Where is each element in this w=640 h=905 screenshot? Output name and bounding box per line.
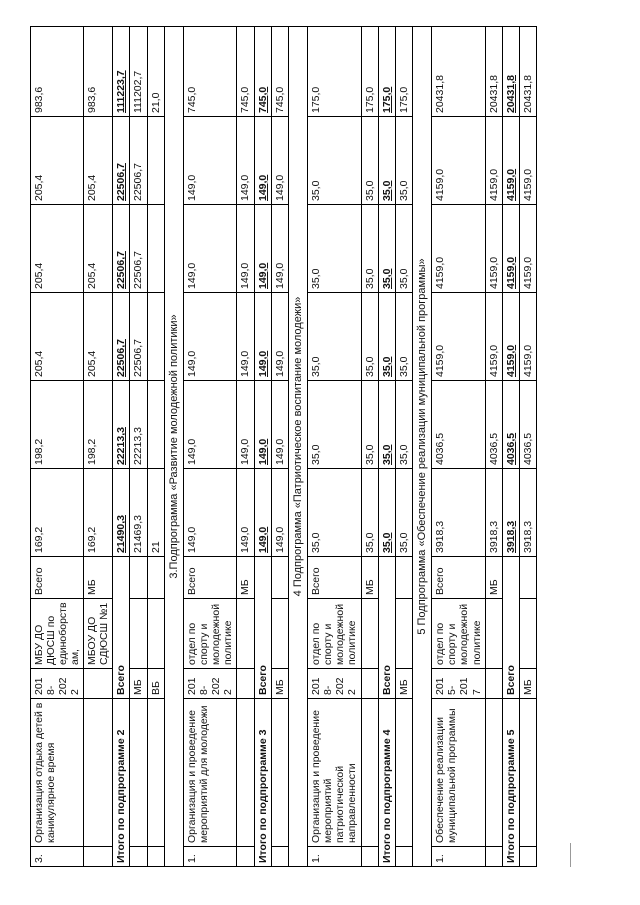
value-cell: 149,0	[184, 117, 237, 205]
value-cell: 35,0	[308, 469, 361, 557]
value-cell: 205,4	[84, 117, 113, 205]
table-row	[395, 27, 412, 867]
executor	[130, 599, 147, 669]
row-number: 1.	[432, 847, 485, 867]
executor: МБОУ ДО СДЮСШ №1	[84, 599, 113, 669]
period: МБ	[130, 669, 147, 699]
value-cell: 198,2	[84, 381, 113, 469]
executor: отдел по спорту и молодежной политике	[432, 599, 485, 669]
value-cell: 4159,0	[485, 293, 502, 381]
subprogram-title: 4 Подпрограмма «Патриотическое воспитание молодежи»	[288, 27, 308, 867]
period: 2018-2022	[308, 669, 361, 699]
value-cell: 22506,7	[130, 293, 147, 381]
value-cell: 149,0	[237, 117, 254, 205]
value-cell: 4159,0	[485, 117, 502, 205]
measure-name	[485, 699, 502, 847]
value-cell: 4159,0	[502, 205, 519, 293]
table-row	[432, 27, 485, 867]
row-number	[485, 847, 502, 867]
value-cell: 149,0	[184, 381, 237, 469]
value-cell: 745,0	[254, 27, 271, 117]
subtotal-row	[113, 27, 130, 867]
row-number: 3.	[31, 847, 84, 867]
measure-name	[147, 699, 164, 847]
value-cell	[147, 293, 164, 381]
funding-source	[147, 557, 164, 599]
value-cell: 149,0	[254, 381, 271, 469]
row-number	[519, 847, 536, 867]
value-cell: 205,4	[31, 293, 84, 381]
value-cell	[147, 205, 164, 293]
subprogram-title: 5 Подпрограмма «Обеспечение реализации муниципальной программы»	[412, 27, 432, 867]
value-cell: 35,0	[308, 205, 361, 293]
value-cell: 35,0	[378, 205, 395, 293]
funding-source: МБ	[84, 557, 113, 599]
value-cell: 149,0	[271, 381, 288, 469]
value-cell: 22506,7	[130, 205, 147, 293]
table-row	[271, 27, 288, 867]
table-row	[485, 27, 502, 867]
value-cell: 35,0	[361, 293, 378, 381]
value-cell: 175,0	[378, 27, 395, 117]
executor: МБУ ДО ДЮСШ по единоборствам,	[31, 599, 84, 669]
subtotal-label: Итого по подпрограмме 5	[502, 699, 519, 867]
value-cell: 149,0	[237, 205, 254, 293]
period	[361, 669, 378, 699]
value-cell: 35,0	[395, 381, 412, 469]
value-cell: 745,0	[271, 27, 288, 117]
value-cell: 149,0	[254, 293, 271, 381]
subtotal-label: Итого по подпрограмме 3	[254, 699, 271, 867]
value-cell: 149,0	[184, 469, 237, 557]
value-cell: 4159,0	[432, 117, 485, 205]
table-row	[130, 27, 147, 867]
row-number	[271, 847, 288, 867]
funding-source: Всего	[432, 557, 485, 599]
period: МБ	[519, 669, 536, 699]
measure-name	[395, 699, 412, 847]
value-cell: 175,0	[395, 27, 412, 117]
funding-source	[271, 557, 288, 599]
value-cell: 3918,3	[519, 469, 536, 557]
value-cell: 149,0	[271, 469, 288, 557]
value-cell: 111223,7	[113, 27, 130, 117]
value-cell: 149,0	[254, 469, 271, 557]
value-cell: 21490,3	[113, 469, 130, 557]
measure-name	[519, 699, 536, 847]
executor	[237, 599, 254, 669]
value-cell: 149,0	[237, 381, 254, 469]
value-cell: 20431,8	[432, 27, 485, 117]
row-number: 1.	[308, 847, 361, 867]
value-cell: 21,0	[147, 27, 164, 117]
value-cell: 149,0	[271, 117, 288, 205]
value-cell: 745,0	[237, 27, 254, 117]
measure-name	[271, 699, 288, 847]
value-cell: 4036,5	[502, 381, 519, 469]
row-number	[237, 847, 254, 867]
funding-source: Всего	[378, 557, 395, 699]
value-cell: 35,0	[395, 205, 412, 293]
row-number	[361, 847, 378, 867]
table-row	[519, 27, 536, 867]
value-cell	[147, 381, 164, 469]
funding-source: Всего	[308, 557, 361, 599]
executor	[271, 599, 288, 669]
value-cell	[147, 117, 164, 205]
table-row	[308, 27, 361, 867]
table-row	[237, 27, 254, 867]
row-number	[84, 847, 113, 867]
period: 2018-2022	[31, 669, 84, 699]
value-cell: 205,4	[84, 205, 113, 293]
value-cell: 35,0	[308, 117, 361, 205]
value-cell: 35,0	[361, 205, 378, 293]
value-cell: 149,0	[271, 205, 288, 293]
value-cell: 4159,0	[432, 293, 485, 381]
value-cell: 4036,5	[432, 381, 485, 469]
subtotal-label: Итого по подпрограмме 2	[113, 699, 130, 867]
period: 2015-2017	[432, 669, 485, 699]
value-cell: 149,0	[254, 117, 271, 205]
value-cell: 3918,3	[432, 469, 485, 557]
value-cell: 149,0	[254, 205, 271, 293]
value-cell: 4159,0	[519, 293, 536, 381]
measure-name: Организация отдыха детей в каникулярное время	[31, 699, 84, 847]
value-cell: 169,2	[31, 469, 84, 557]
executor: отдел по спорту и молодежной политике	[308, 599, 361, 669]
value-cell: 4159,0	[519, 117, 536, 205]
table-row	[147, 27, 164, 867]
value-cell: 22506,7	[130, 117, 147, 205]
value-cell: 35,0	[395, 469, 412, 557]
value-cell: 983,6	[31, 27, 84, 117]
value-cell: 22213,3	[130, 381, 147, 469]
value-cell: 4159,0	[432, 205, 485, 293]
value-cell: 4036,5	[519, 381, 536, 469]
budget-table	[30, 26, 537, 867]
subtotal-label: Итого по подпрограмме 4	[378, 699, 395, 867]
value-cell: 3918,3	[502, 469, 519, 557]
value-cell: 35,0	[395, 117, 412, 205]
measure-name: Организация и проведение мероприятий патриотической направленности	[308, 699, 361, 847]
subprogram-title: 3.Подпрограмма «Развитие молодежной политики»	[164, 27, 184, 867]
funding-source: Всего	[113, 557, 130, 699]
row-number	[130, 847, 147, 867]
period	[237, 669, 254, 699]
funding-source: МБ	[237, 557, 254, 599]
funding-source	[519, 557, 536, 599]
value-cell: 205,4	[84, 293, 113, 381]
value-cell: 149,0	[271, 293, 288, 381]
funding-source: МБ	[485, 557, 502, 599]
value-cell: 35,0	[308, 293, 361, 381]
value-cell: 111202,7	[130, 27, 147, 117]
value-cell: 35,0	[308, 381, 361, 469]
value-cell: 35,0	[378, 117, 395, 205]
table-row	[184, 27, 237, 867]
funding-source: МБ	[361, 557, 378, 599]
table-row	[361, 27, 378, 867]
row-number: 1.	[184, 847, 237, 867]
funding-source: Всего	[184, 557, 237, 599]
funding-source: Всего	[254, 557, 271, 699]
value-cell: 35,0	[378, 381, 395, 469]
value-cell: 35,0	[361, 381, 378, 469]
measure-name	[361, 699, 378, 847]
value-cell: 983,6	[84, 27, 113, 117]
value-cell: 20431,8	[519, 27, 536, 117]
subtotal-row	[378, 27, 395, 867]
measure-name: Обеспечение реализации муниципальной программы	[432, 699, 485, 847]
value-cell: 35,0	[395, 293, 412, 381]
table-row	[84, 27, 113, 867]
value-cell: 21	[147, 469, 164, 557]
executor	[361, 599, 378, 669]
period: МБ	[271, 669, 288, 699]
period: МБ	[395, 669, 412, 699]
period	[485, 669, 502, 699]
value-cell: 149,0	[184, 205, 237, 293]
value-cell: 205,4	[31, 117, 84, 205]
value-cell: 175,0	[308, 27, 361, 117]
period	[84, 669, 113, 699]
value-cell: 22506,7	[113, 293, 130, 381]
value-cell: 745,0	[184, 27, 237, 117]
executor	[519, 599, 536, 669]
subprogram-title-row	[412, 27, 432, 867]
value-cell: 22506,7	[113, 205, 130, 293]
subtotal-row	[254, 27, 271, 867]
subprogram-title-row	[164, 27, 184, 867]
value-cell: 20431,8	[502, 27, 519, 117]
value-cell: 4036,5	[485, 381, 502, 469]
measure-name: Организация и проведение мероприятий для молодежи	[184, 699, 237, 847]
executor: отдел по спорту и молодежной политике	[184, 599, 237, 669]
value-cell: 198,2	[31, 381, 84, 469]
value-cell: 149,0	[184, 293, 237, 381]
row-number	[147, 847, 164, 867]
value-cell: 4159,0	[502, 117, 519, 205]
value-cell: 3918,3	[485, 469, 502, 557]
funding-source: Всего	[502, 557, 519, 699]
row-number	[395, 847, 412, 867]
value-cell: 205,4	[31, 205, 84, 293]
value-cell: 175,0	[361, 27, 378, 117]
value-cell: 149,0	[237, 469, 254, 557]
funding-source	[395, 557, 412, 599]
scan-mark	[570, 843, 571, 867]
measure-name	[130, 699, 147, 847]
value-cell: 4159,0	[502, 293, 519, 381]
value-cell: 169,2	[84, 469, 113, 557]
value-cell: 35,0	[378, 469, 395, 557]
measure-name	[84, 699, 113, 847]
value-cell: 22506,7	[113, 117, 130, 205]
value-cell: 21469,3	[130, 469, 147, 557]
value-cell: 20431,8	[485, 27, 502, 117]
executor	[485, 599, 502, 669]
value-cell: 149,0	[237, 293, 254, 381]
funding-source	[130, 557, 147, 599]
value-cell: 35,0	[378, 293, 395, 381]
executor	[147, 599, 164, 669]
period: ВБ	[147, 669, 164, 699]
value-cell: 22213,3	[113, 381, 130, 469]
subtotal-row	[502, 27, 519, 867]
period: 2018-2022	[184, 669, 237, 699]
subprogram-title-row	[288, 27, 308, 867]
funding-source: Всего	[31, 557, 84, 599]
table-row	[31, 27, 84, 867]
value-cell: 35,0	[361, 469, 378, 557]
measure-name	[237, 699, 254, 847]
value-cell: 4159,0	[519, 205, 536, 293]
value-cell: 35,0	[361, 117, 378, 205]
value-cell: 4159,0	[485, 205, 502, 293]
executor	[395, 599, 412, 669]
